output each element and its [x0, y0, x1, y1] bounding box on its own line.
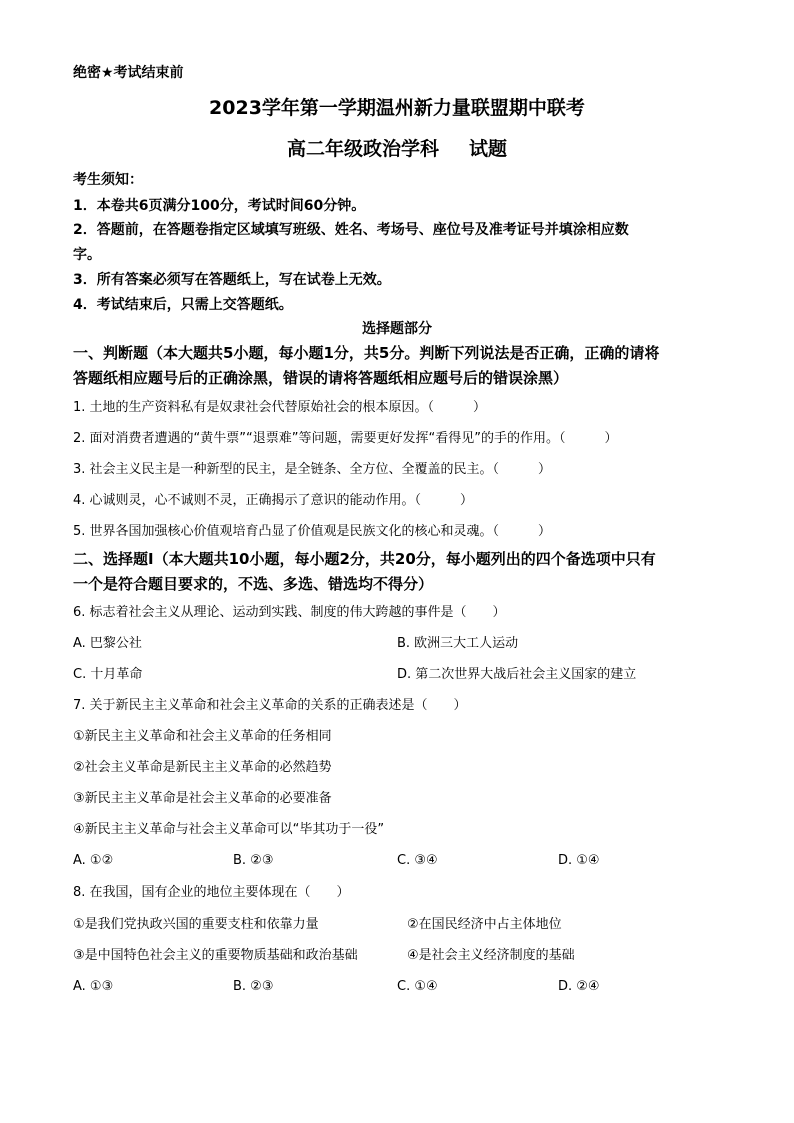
section-title: 选择题部分 — [362, 321, 432, 337]
judge-question-1: 1. 土地的生产资料私有是奴隶社会代替原始社会的根本原因。（ ） — [73, 400, 487, 415]
question-6-stem: 6. 标志着社会主义从理论、运动到实践、制度的伟大跨越的事件是（ ） — [73, 605, 506, 620]
question-7-option-a: A. ①② — [73, 853, 114, 868]
question-7-statement-1: ①新民主主义革命和社会主义革命的任务相同 — [73, 729, 332, 744]
judge-question-5: 5. 世界各国加强核心价值观培育凸显了价值观是民族文化的核心和灵魂。（ ） — [73, 524, 552, 539]
part1-heading-cont: 答题纸相应题号后的正确涂黑，错误的请将答题纸相应题号后的错误涂黑） — [73, 369, 569, 387]
exam-subtitle — [0, 140, 794, 159]
question-7-statement-3: ③新民主主义革命是社会主义革命的必要准备 — [73, 791, 332, 806]
confidential-label: 绝密★考试结束前 — [73, 65, 184, 81]
question-8-option-c: C. ①④ — [397, 979, 438, 994]
notice-item: 2．答题前，在答题卷指定区域填写班级、姓名、考场号、座位号及准考证号并填涂相应数 — [73, 222, 629, 238]
question-8-stem: 8. 在我国，国有企业的地位主要体现在（ ） — [73, 885, 350, 900]
question-8-option-a: A. ①③ — [73, 979, 114, 994]
question-8-option-b: B. ②③ — [233, 979, 274, 994]
subject-label: 高二年级政治学科 — [286, 138, 439, 160]
question-8-statement-4: ④是社会主义经济制度的基础 — [407, 948, 575, 963]
question-6-option-a: A. 巴黎公社 — [73, 636, 142, 651]
question-7-statement-4: ④新民主主义革命与社会主义革命可以“毕其功于一役” — [73, 822, 385, 837]
question-7-option-c: C. ③④ — [397, 853, 438, 868]
question-8-statement-3: ③是中国特色社会主义的重要物质基础和政治基础 — [73, 948, 358, 963]
part1-heading: 一、判断题（本大题共5小题，每小题1分，共5分。判断下列说法是否正确，正确的请将 — [73, 344, 660, 362]
notice-item: 4．考试结束后，只需上交答题纸。 — [73, 297, 293, 313]
question-6-option-b: B. 欧洲三大工人运动 — [397, 636, 519, 651]
notice-item: 1．本卷共6页满分100分，考试时间60分钟。 — [73, 198, 366, 214]
exam-title: 2023学年第一学期温州新力量联盟期中联考 — [209, 97, 585, 119]
question-8-statement-2: ②在国民经济中占主体地位 — [407, 917, 562, 932]
part2-heading: 二、选择题Ⅰ（本大题共10小题，每小题2分，共20分，每小题列出的四个备选项中只有 — [73, 550, 656, 568]
question-8-statement-1: ①是我们党执政兴国的重要支柱和依靠力量 — [73, 917, 319, 932]
notice-heading: 考生须知： — [73, 172, 143, 188]
question-6-option-d: D. 第二次世界大战后社会主义国家的建立 — [397, 667, 637, 682]
part2-heading-cont: 一个是符合题目要求的，不选、多选、错选均不得分） — [73, 575, 434, 593]
question-6-option-c: C. 十月革命 — [73, 667, 143, 682]
question-7-statement-2: ②社会主义革命是新民主主义革命的必然趋势 — [73, 760, 332, 775]
notice-item: 字。 — [73, 247, 101, 263]
question-8-option-d: D. ②④ — [558, 979, 600, 994]
notice-item: 3．所有答案必须写在答题纸上，写在试卷上无效。 — [73, 272, 391, 288]
judge-question-4: 4. 心诚则灵，心不诚则不灵，正确揭示了意识的能动作用。（ ） — [73, 493, 474, 508]
judge-question-3: 3. 社会主义民主是一种新型的民主，是全链条、全方位、全覆盖的民主。（ ） — [73, 462, 552, 477]
question-7-stem: 7. 关于新民主主义革命和社会主义革命的关系的正确表述是（ ） — [73, 698, 467, 713]
question-7-option-d: D. ①④ — [558, 853, 600, 868]
question-7-option-b: B. ②③ — [233, 853, 274, 868]
paper-label: 试题 — [469, 138, 508, 160]
judge-question-2: 2. 面对消费者遭遇的“黄牛票”“退票难”等问题，需要更好发挥“看得见”的手的作用。（ ） — [73, 431, 618, 446]
